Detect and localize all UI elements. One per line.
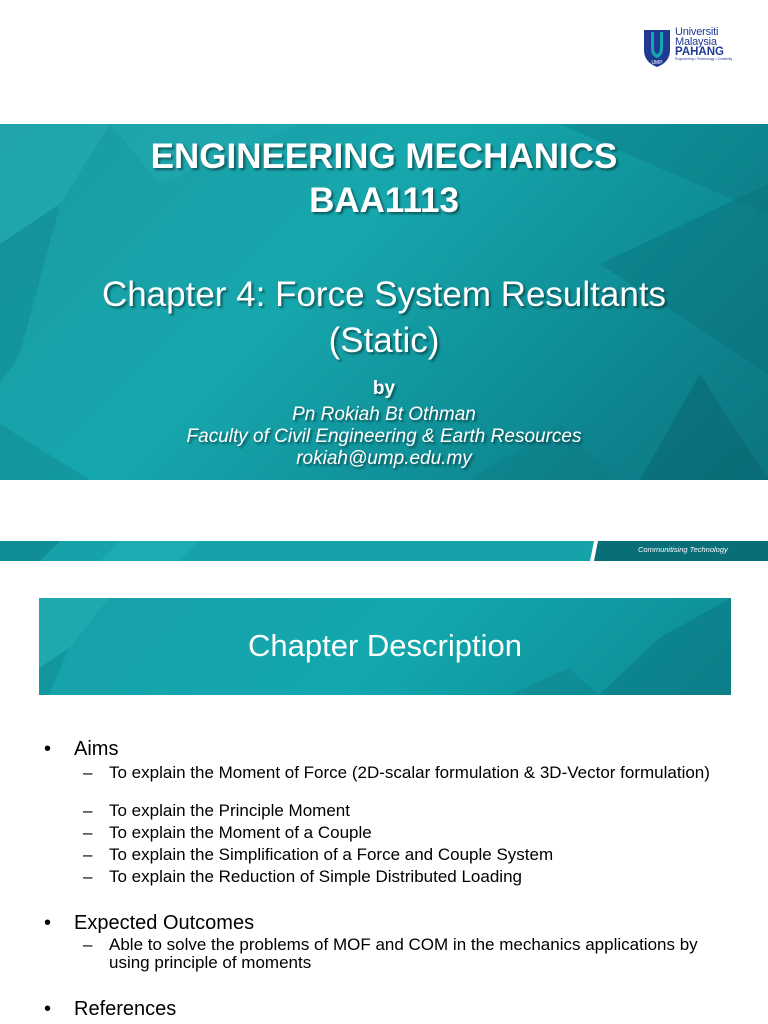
title-banner bbox=[0, 124, 768, 480]
logo-line-3: PAHANG bbox=[675, 46, 724, 58]
course-code: BAA1113 bbox=[309, 181, 459, 220]
shield-text: UMP bbox=[651, 60, 663, 66]
bullet: • bbox=[44, 912, 52, 934]
section-aims bbox=[44, 738, 118, 760]
ump-logo bbox=[642, 26, 742, 70]
author-email: rokiah@ump.edu.my bbox=[296, 448, 472, 469]
author-name: Pn Rokiah Bt Othman bbox=[292, 404, 476, 425]
list-item: – To explain the Simplification of a Force and Couple System bbox=[83, 845, 554, 864]
list-item: – Able to solve the problems of MOF and COM in the mechanics applications by using principle of moments bbox=[83, 935, 698, 972]
list-item: – To explain the Moment of a Couple bbox=[83, 823, 372, 842]
bullet: • bbox=[44, 738, 52, 760]
section-heading: Expected Outcomes bbox=[74, 912, 255, 934]
logo-tagline: Engineering • Technology • Creativity bbox=[675, 57, 733, 61]
list-item: – To explain the Reduction of Simple Distributed Loading bbox=[83, 867, 522, 886]
chapter-description-title: Chapter Description bbox=[248, 628, 522, 663]
chapter-title: Chapter 4: Force System Resultants bbox=[101, 275, 667, 314]
chapter-description-header bbox=[39, 598, 731, 695]
section-heading: References bbox=[74, 998, 177, 1020]
ump-shield-icon bbox=[642, 28, 672, 68]
section-heading: Aims bbox=[74, 738, 119, 760]
logo-line-1: Universiti bbox=[675, 26, 719, 38]
footer-slogan: Communitising Technology bbox=[638, 545, 728, 554]
bullet: • bbox=[44, 998, 52, 1020]
section-expected-outcomes bbox=[44, 912, 254, 934]
logo-line-2: Malaysia bbox=[675, 36, 717, 48]
by-label: by bbox=[372, 378, 396, 399]
section-references bbox=[44, 998, 176, 1020]
list-item: – To explain the Moment of Force (2D-scalar formulation & 3D-Vector formulation) bbox=[83, 763, 710, 782]
chapter-subtitle: (Static) bbox=[328, 321, 440, 360]
list-item: – To explain the Principle Moment bbox=[83, 801, 350, 820]
faculty-name: Faculty of Civil Engineering & Earth Resources bbox=[186, 426, 582, 447]
course-title: ENGINEERING MECHANICS bbox=[150, 137, 618, 176]
